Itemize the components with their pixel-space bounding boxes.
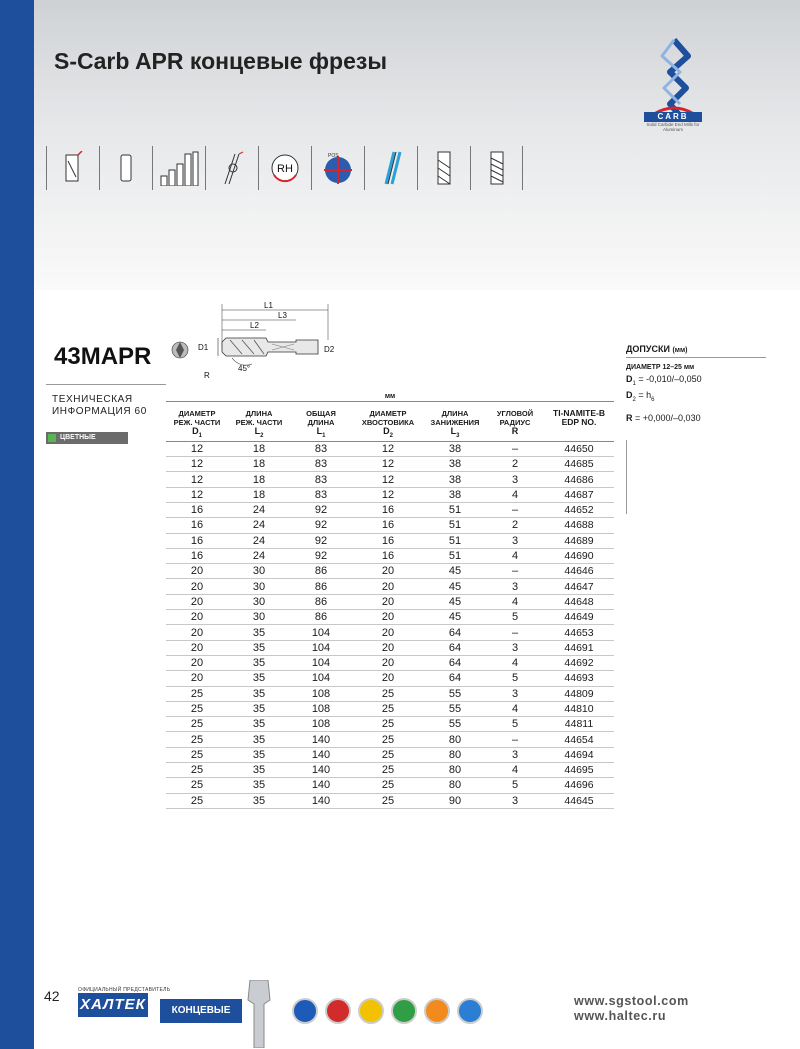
table-cell: 92 xyxy=(290,502,352,517)
tool-graphic-icon xyxy=(244,980,274,1048)
table-cell: 38 xyxy=(424,441,486,456)
edp-cell: 44686 xyxy=(544,472,614,487)
edp-cell: 44691 xyxy=(544,640,614,655)
representative-label: ОФИЦИАЛЬНЫЙ ПРЕДСТАВИТЕЛЬ xyxy=(78,987,171,993)
section-band: КОНЦЕВЫЕ ФРЕЗЫ xyxy=(160,999,242,1023)
coating-icon xyxy=(364,146,417,190)
edp-cell: 44688 xyxy=(544,518,614,533)
angle-label: 45° xyxy=(238,364,251,373)
table-cell: 20 xyxy=(352,671,424,686)
table-cell: 12 xyxy=(166,487,228,502)
table-cell: 30 xyxy=(228,579,290,594)
table-cell: 92 xyxy=(290,518,352,533)
table-cell: 20 xyxy=(166,655,228,670)
table-cell: 5 xyxy=(486,717,544,732)
table-row xyxy=(166,487,614,502)
column-header-line2: РЕЖ. ЧАСТИ xyxy=(173,418,221,427)
table-cell: 25 xyxy=(166,732,228,747)
table-cell: – xyxy=(486,502,544,517)
symbol-subscript: 1 xyxy=(322,432,326,439)
tolerance-divider xyxy=(626,357,766,358)
table-cell: 25 xyxy=(352,717,424,732)
table-row xyxy=(166,472,614,487)
table-cell: 24 xyxy=(228,548,290,563)
length-series-icon xyxy=(152,146,205,190)
table-cell: 80 xyxy=(424,747,486,762)
table-cell: 104 xyxy=(290,640,352,655)
table-row xyxy=(166,579,614,594)
table-cell: 4 xyxy=(486,701,544,716)
table-cell: 35 xyxy=(228,717,290,732)
edp-cell: 44694 xyxy=(544,747,614,762)
table-cell: 20 xyxy=(352,610,424,625)
table-cell: 64 xyxy=(424,655,486,670)
table-cell: 12 xyxy=(166,457,228,472)
d2-sym: D xyxy=(626,389,633,400)
table-cell: 20 xyxy=(166,594,228,609)
table-cell: 5 xyxy=(486,610,544,625)
table-cell: 35 xyxy=(228,640,290,655)
table-row xyxy=(166,502,614,517)
d1-label: D1 xyxy=(198,343,209,352)
column-header-line2: ЗАНИЖЕНИЯ xyxy=(430,418,480,427)
edp-cell: 44645 xyxy=(544,793,614,808)
table-cell: 140 xyxy=(290,793,352,808)
column-header-line1: ДЛИНА xyxy=(441,409,469,418)
edp-cell: 44649 xyxy=(544,610,614,625)
column-symbol xyxy=(544,427,614,441)
website-haltec[interactable]: www.haltec.ru xyxy=(574,1009,667,1023)
table-cell: 24 xyxy=(228,533,290,548)
l3-label: L3 xyxy=(278,311,287,320)
edp-cell: 44650 xyxy=(544,441,614,456)
table-cell: 51 xyxy=(424,518,486,533)
pos-rake-icon xyxy=(311,146,364,190)
edp-cell: 44685 xyxy=(544,457,614,472)
table-cell: 16 xyxy=(352,502,424,517)
r-value: = +0,000/–0,030 xyxy=(635,412,701,423)
edp-cell: 44696 xyxy=(544,778,614,793)
column-symbol xyxy=(352,427,424,441)
table-cell: 35 xyxy=(228,763,290,778)
column-header-line1: УГЛОВОЙ xyxy=(496,409,534,418)
table-cell: 104 xyxy=(290,671,352,686)
table-row xyxy=(166,610,614,625)
table-cell: 35 xyxy=(228,778,290,793)
table-cell: 25 xyxy=(166,686,228,701)
table-row xyxy=(166,717,614,732)
column-header xyxy=(290,401,352,427)
flat-end-icon xyxy=(46,146,99,190)
edp-cell: 44653 xyxy=(544,625,614,640)
table-cell: 30 xyxy=(228,564,290,579)
table-cell: 51 xyxy=(424,533,486,548)
column-header xyxy=(166,401,228,427)
table-cell: 16 xyxy=(166,548,228,563)
table-row xyxy=(166,457,614,472)
table-row xyxy=(166,625,614,640)
table-cell: 25 xyxy=(352,732,424,747)
table-cell: 51 xyxy=(424,502,486,517)
column-header-line1: ОБЩАЯ xyxy=(306,409,336,418)
table-cell: 25 xyxy=(166,763,228,778)
column-header-line2: EDP NO. xyxy=(561,417,597,427)
table-cell: 140 xyxy=(290,763,352,778)
table-cell: 92 xyxy=(290,548,352,563)
symbol-subscript: 2 xyxy=(260,432,264,439)
table-cell: 3 xyxy=(486,640,544,655)
table-cell: 12 xyxy=(352,457,424,472)
column-header xyxy=(228,401,290,427)
table-cell: 25 xyxy=(166,778,228,793)
edp-cell: 44687 xyxy=(544,487,614,502)
medical-icon xyxy=(325,998,351,1024)
table-cell: 80 xyxy=(424,778,486,793)
table-cell: 45 xyxy=(424,594,486,609)
table-row xyxy=(166,564,614,579)
feature-icons-row xyxy=(46,146,523,190)
aerospace-icon xyxy=(292,998,318,1024)
d2-value-sub: 6 xyxy=(651,396,655,403)
helix-icon xyxy=(205,146,258,190)
table-cell: 104 xyxy=(290,625,352,640)
four-flute-icon xyxy=(470,146,523,190)
table-cell: 55 xyxy=(424,701,486,716)
table-cell: – xyxy=(486,441,544,456)
column-header xyxy=(486,401,544,427)
table-cell: 38 xyxy=(424,472,486,487)
l2-label: L2 xyxy=(250,321,259,330)
table-cell: 18 xyxy=(228,441,290,456)
table-cell: 25 xyxy=(352,778,424,793)
table-cell: 2 xyxy=(486,457,544,472)
table-cell: 24 xyxy=(228,518,290,533)
cylindrical-shank-icon xyxy=(99,146,152,190)
tech-info-line1: ТЕХНИЧЕСКАЯ xyxy=(52,394,133,405)
table-cell: 140 xyxy=(290,747,352,762)
symbol-subscript: 2 xyxy=(389,432,393,439)
unit-label: мм xyxy=(166,391,614,401)
table-cell: 45 xyxy=(424,579,486,594)
table-cell: 16 xyxy=(352,533,424,548)
page-title: S-Carb APR концевые фрезы xyxy=(54,48,387,74)
table-cell: 55 xyxy=(424,686,486,701)
table-cell: 86 xyxy=(290,594,352,609)
edp-cell: 44646 xyxy=(544,564,614,579)
tolerance-d1 xyxy=(626,374,766,387)
table-row xyxy=(166,763,614,778)
energy-icon xyxy=(358,998,384,1024)
end-mill-drawing xyxy=(168,298,348,382)
table-cell: 25 xyxy=(352,686,424,701)
column-header-line2: ХВОСТОВИКА xyxy=(361,418,415,427)
table-cell: 25 xyxy=(352,793,424,808)
table-cell: 104 xyxy=(290,655,352,670)
column-header-line2: РАДИУС xyxy=(499,418,531,427)
table-cell: 30 xyxy=(228,610,290,625)
table-cell: 20 xyxy=(352,640,424,655)
table-cell: 5 xyxy=(486,671,544,686)
table-cell: 25 xyxy=(166,717,228,732)
column-header-line1: ДИАМЕТР xyxy=(369,409,407,418)
table-cell: 86 xyxy=(290,610,352,625)
table-cell: 64 xyxy=(424,640,486,655)
table-cell: 4 xyxy=(486,763,544,778)
tolerance-panel xyxy=(626,340,766,423)
table-cell: 20 xyxy=(166,579,228,594)
table-row xyxy=(166,594,614,609)
table-cell: 38 xyxy=(424,457,486,472)
specs-table xyxy=(166,391,614,809)
column-symbol xyxy=(228,427,290,441)
table-cell: 83 xyxy=(290,472,352,487)
edp-cell: 44648 xyxy=(544,594,614,609)
carb-subtitle: Solid Carbide End Mills for Aluminum xyxy=(646,122,700,132)
table-cell: 35 xyxy=(228,686,290,701)
table-cell: 4 xyxy=(486,655,544,670)
edp-cell: 44654 xyxy=(544,732,614,747)
column-header xyxy=(424,401,486,427)
table-cell: 25 xyxy=(166,747,228,762)
table-cell: 18 xyxy=(228,472,290,487)
column-header xyxy=(352,401,424,427)
table-cell: 35 xyxy=(228,655,290,670)
green-swatch-icon xyxy=(48,434,56,442)
pos-text: POS xyxy=(328,153,339,159)
page-number: 42 xyxy=(44,988,60,1004)
table-cell: 35 xyxy=(228,671,290,686)
table-row xyxy=(166,686,614,701)
table-cell: 86 xyxy=(290,564,352,579)
tolerance-vertical-rule xyxy=(626,440,627,514)
table-row xyxy=(166,441,614,456)
table-cell: 3 xyxy=(486,686,544,701)
table-cell: 45 xyxy=(424,564,486,579)
edp-cell: 44690 xyxy=(544,548,614,563)
automotive-icon xyxy=(391,998,417,1024)
table-cell: – xyxy=(486,564,544,579)
table-cell: 16 xyxy=(166,533,228,548)
symbol-subscript: 1 xyxy=(198,432,202,439)
table-row xyxy=(166,701,614,716)
edp-cell: 44693 xyxy=(544,671,614,686)
table-cell: 5 xyxy=(486,778,544,793)
product-code: 43MAPR xyxy=(54,343,152,370)
symbol-letter: R xyxy=(511,426,519,436)
table-cell: – xyxy=(486,732,544,747)
table-cell: 3 xyxy=(486,579,544,594)
table-cell: 35 xyxy=(228,747,290,762)
material-badge-label: ЦВЕТНЫЕ СПЛАВЫ xyxy=(60,434,96,453)
table-cell: 20 xyxy=(352,564,424,579)
column-header-line1: ДИАМЕТР xyxy=(178,409,216,418)
table-cell: 45 xyxy=(424,610,486,625)
rh-cut-icon xyxy=(258,146,311,190)
table-row xyxy=(166,671,614,686)
table-row xyxy=(166,793,614,808)
table-cell: 83 xyxy=(290,441,352,456)
table-row xyxy=(166,732,614,747)
table-cell: 16 xyxy=(166,518,228,533)
table-row xyxy=(166,655,614,670)
haltec-logo: ХАЛТЕК xyxy=(78,993,148,1017)
d2-value: = h xyxy=(638,389,652,400)
column-header-line2: РЕЖ. ЧАСТИ xyxy=(235,418,283,427)
edp-cell: 44692 xyxy=(544,655,614,670)
table-cell: 25 xyxy=(352,763,424,778)
table-cell: 24 xyxy=(228,502,290,517)
cross-section-icon xyxy=(172,342,188,358)
table-cell: 4 xyxy=(486,487,544,502)
d2-label: D2 xyxy=(324,345,335,354)
edp-cell: 44810 xyxy=(544,701,614,716)
table-cell: 35 xyxy=(228,625,290,640)
table-cell: 108 xyxy=(290,701,352,716)
table-cell: 18 xyxy=(228,487,290,502)
rh-text: RH xyxy=(277,163,293,175)
table-cell: 3 xyxy=(486,472,544,487)
table-cell: 20 xyxy=(166,671,228,686)
table-cell: 4 xyxy=(486,594,544,609)
carb-label: CARB xyxy=(644,112,702,122)
table-cell: 25 xyxy=(166,701,228,716)
table-cell: – xyxy=(486,625,544,640)
table-cell: 30 xyxy=(228,594,290,609)
table-cell: 38 xyxy=(424,487,486,502)
die-mold-icon xyxy=(424,998,450,1024)
symbol-letter: L xyxy=(316,426,323,436)
table-cell: 16 xyxy=(352,548,424,563)
column-symbol xyxy=(486,427,544,441)
table-row xyxy=(166,747,614,762)
d1-sym: D xyxy=(626,374,633,384)
table-cell: 20 xyxy=(352,579,424,594)
symbol-letter: L xyxy=(450,426,457,436)
table-cell: 25 xyxy=(352,747,424,762)
table-cell: 20 xyxy=(166,625,228,640)
table-cell: 35 xyxy=(228,732,290,747)
table-cell: 20 xyxy=(352,594,424,609)
edp-cell: 44811 xyxy=(544,717,614,732)
table-cell: 12 xyxy=(352,487,424,502)
column-symbol xyxy=(424,427,486,441)
website-sgs[interactable]: www.sgstool.com xyxy=(574,994,689,1008)
table-cell: 92 xyxy=(290,533,352,548)
table-row xyxy=(166,778,614,793)
divider xyxy=(46,384,166,385)
tolerance-d2 xyxy=(626,390,766,403)
table-cell: 140 xyxy=(290,732,352,747)
table-cell: 83 xyxy=(290,487,352,502)
table-row xyxy=(166,640,614,655)
table-cell: 25 xyxy=(352,701,424,716)
table-cell: 35 xyxy=(228,793,290,808)
column-symbol xyxy=(166,427,228,441)
table-cell: 83 xyxy=(290,457,352,472)
tolerance-title xyxy=(626,344,766,354)
three-flute-icon xyxy=(417,146,470,190)
table-cell: 12 xyxy=(352,441,424,456)
column-header-line1: ДЛИНА xyxy=(245,409,273,418)
application-icons xyxy=(292,998,483,1024)
table-cell: 16 xyxy=(166,502,228,517)
table-cell: 12 xyxy=(166,441,228,456)
column-header-line2: ДЛИНА xyxy=(307,418,335,427)
edp-cell: 44689 xyxy=(544,533,614,548)
table-cell: 51 xyxy=(424,548,486,563)
table-cell: 20 xyxy=(352,625,424,640)
table-cell: 20 xyxy=(166,564,228,579)
table-cell: 35 xyxy=(228,701,290,716)
left-blue-bar xyxy=(0,0,34,1049)
table-cell: 90 xyxy=(424,793,486,808)
table-row xyxy=(166,533,614,548)
table-cell: 25 xyxy=(166,793,228,808)
table-cell: 3 xyxy=(486,533,544,548)
table-cell: 86 xyxy=(290,579,352,594)
tech-info-line2: ИНФОРМАЦИЯ 60 xyxy=(52,406,147,417)
tech-info xyxy=(52,394,147,418)
table-cell: 108 xyxy=(290,717,352,732)
table-cell: 2 xyxy=(486,518,544,533)
table-cell: 64 xyxy=(424,671,486,686)
d1-value: = -0,010/–0,050 xyxy=(638,374,702,384)
table-cell: 12 xyxy=(352,472,424,487)
column-symbol xyxy=(290,427,352,441)
general-machining-icon xyxy=(457,998,483,1024)
r-sym: R xyxy=(626,412,633,423)
table-row xyxy=(166,518,614,533)
table-cell: 80 xyxy=(424,732,486,747)
edp-cell: 44809 xyxy=(544,686,614,701)
table-cell: 3 xyxy=(486,793,544,808)
tolerance-title-unit: (мм) xyxy=(672,347,688,354)
d1-sub: 1 xyxy=(632,380,636,387)
r-label: R xyxy=(204,371,210,380)
table-cell: 18 xyxy=(228,457,290,472)
tolerance-title-text: ДОПУСКИ xyxy=(626,344,670,354)
table-cell: 3 xyxy=(486,747,544,762)
table-cell: 108 xyxy=(290,686,352,701)
edp-cell: 44647 xyxy=(544,579,614,594)
table-cell: 20 xyxy=(166,640,228,655)
table-cell: 12 xyxy=(166,472,228,487)
column-header-line1: TI-NAMITE-B xyxy=(553,408,605,418)
table-cell: 80 xyxy=(424,763,486,778)
table-row xyxy=(166,548,614,563)
symbol-subscript: 3 xyxy=(456,432,460,439)
table-cell: 64 xyxy=(424,625,486,640)
table-cell: 16 xyxy=(352,518,424,533)
edp-cell: 44652 xyxy=(544,502,614,517)
edp-cell: 44695 xyxy=(544,763,614,778)
d2-sub: 2 xyxy=(632,396,636,403)
material-badge xyxy=(46,432,128,453)
tolerance-range: ДИАМЕТР 12–25 мм xyxy=(626,364,695,371)
symbol-letter: D xyxy=(192,426,199,436)
table-cell: 55 xyxy=(424,717,486,732)
table-cell: 140 xyxy=(290,778,352,793)
table-cell: 4 xyxy=(486,548,544,563)
column-header xyxy=(544,401,614,427)
tolerance-r xyxy=(626,413,766,423)
table-cell: 20 xyxy=(352,655,424,670)
symbol-letter: L xyxy=(254,426,261,436)
l1-label: L1 xyxy=(264,301,273,310)
table-cell: 20 xyxy=(166,610,228,625)
symbol-letter: D xyxy=(383,426,390,436)
